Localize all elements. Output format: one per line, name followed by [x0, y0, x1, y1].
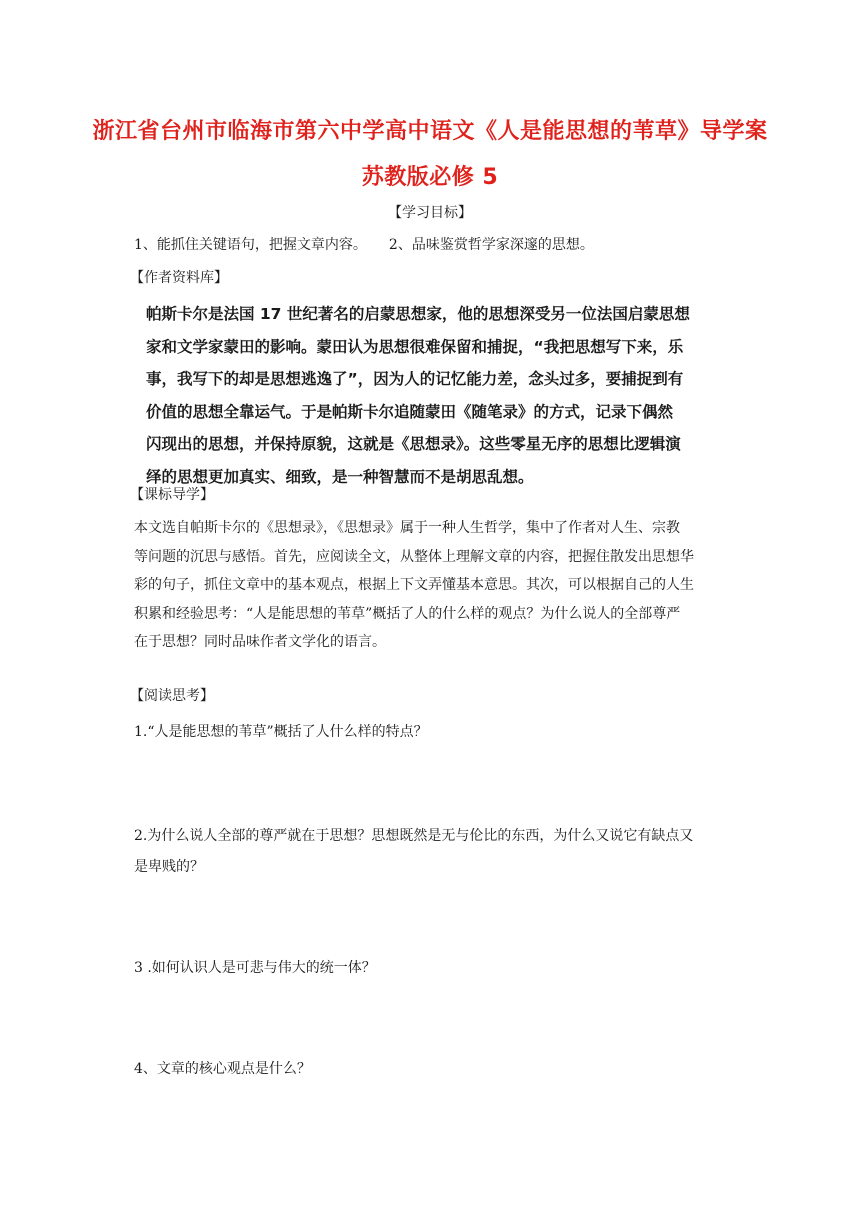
question-1: 1.“人是能思想的苇草”概括了人什么样的特点？ — [134, 724, 428, 740]
learning-goals-heading: 【学习目标】 — [388, 205, 472, 221]
author-bio-line: 帕斯卡尔是法国 17 世纪著名的启蒙思想家，他的思想深受另一位法国启蒙思想 — [146, 305, 690, 323]
author-bio-line: 闪现出的思想，并保持原貌，这就是《思想录》。这些零星无序的思想比逻辑演 — [146, 435, 681, 454]
author-bio — [146, 298, 706, 494]
guide-line: 积累和经验思考：“人是能思想的苇草”概括了人的什么样的观点？为什么说人的全部尊严 — [134, 605, 681, 622]
goal-item-1: 1、能抓住关键语句，把握文章内容。 — [134, 237, 367, 253]
question-2: 2.为什么说人全部的尊严就在于思想？思想既然是无与伦比的东西，为什么又说它有缺点又 — [134, 828, 694, 844]
learning-goals — [134, 235, 594, 255]
guide-section-heading: 【课标导学】 — [130, 487, 214, 503]
author-bio-line: 价值的思想全靠运气。于是帕斯卡尔追随蒙田《随笔录》的方式，记录下偶然 — [146, 402, 674, 421]
author-section-heading: 【作者资料库】 — [130, 270, 228, 286]
guide-line: 本文选自帕斯卡尔的《思想录》，《思想录》属于一种人生哲学，集中了作者对人生、宗教 — [134, 520, 680, 536]
question-4: 4、文章的核心观点是什么？ — [134, 1061, 311, 1077]
question-3: 3 .如何认识人是可悲与伟大的统一体？ — [134, 960, 376, 976]
goal-item-2: 2、品味鉴赏哲学家深邃的思想。 — [388, 237, 594, 253]
document-subtitle: 苏教版必修 5 — [361, 165, 499, 190]
guide-line: 等问题的沉思与感悟。首先，应阅读全文，从整体上理解文章的内容，把握住散发出思想华 — [134, 548, 694, 565]
guide-line: 彩的句子，抓住文章中的基本观点，根据上下文弄懂基本意思。其次，可以根据自己的人生 — [134, 577, 694, 593]
author-bio-line: 事，我写下的却是思想逃逸了”，因为人的记忆能力差，念头过多，要捕捉到有 — [146, 370, 684, 389]
guide-line: 在于思想？同时品味作者文学化的语言。 — [134, 634, 386, 650]
guide-paragraph — [134, 514, 734, 657]
reading-section-heading: 【阅读思考】 — [130, 688, 214, 704]
question-2-continued: 是卑贱的？ — [134, 859, 204, 875]
document-title: 浙江省台州市临海市第六中学高中语文《人是能思想的苇草》导学案 — [92, 119, 768, 144]
author-bio-line: 家和文学家蒙田的影响。蒙田认为思想很难保留和捕捉，“我把思想写下来，乐 — [146, 337, 684, 356]
author-bio-line: 绎的思想更加真实、细致，是一种智慧而不是胡思乱想。 — [146, 467, 534, 486]
